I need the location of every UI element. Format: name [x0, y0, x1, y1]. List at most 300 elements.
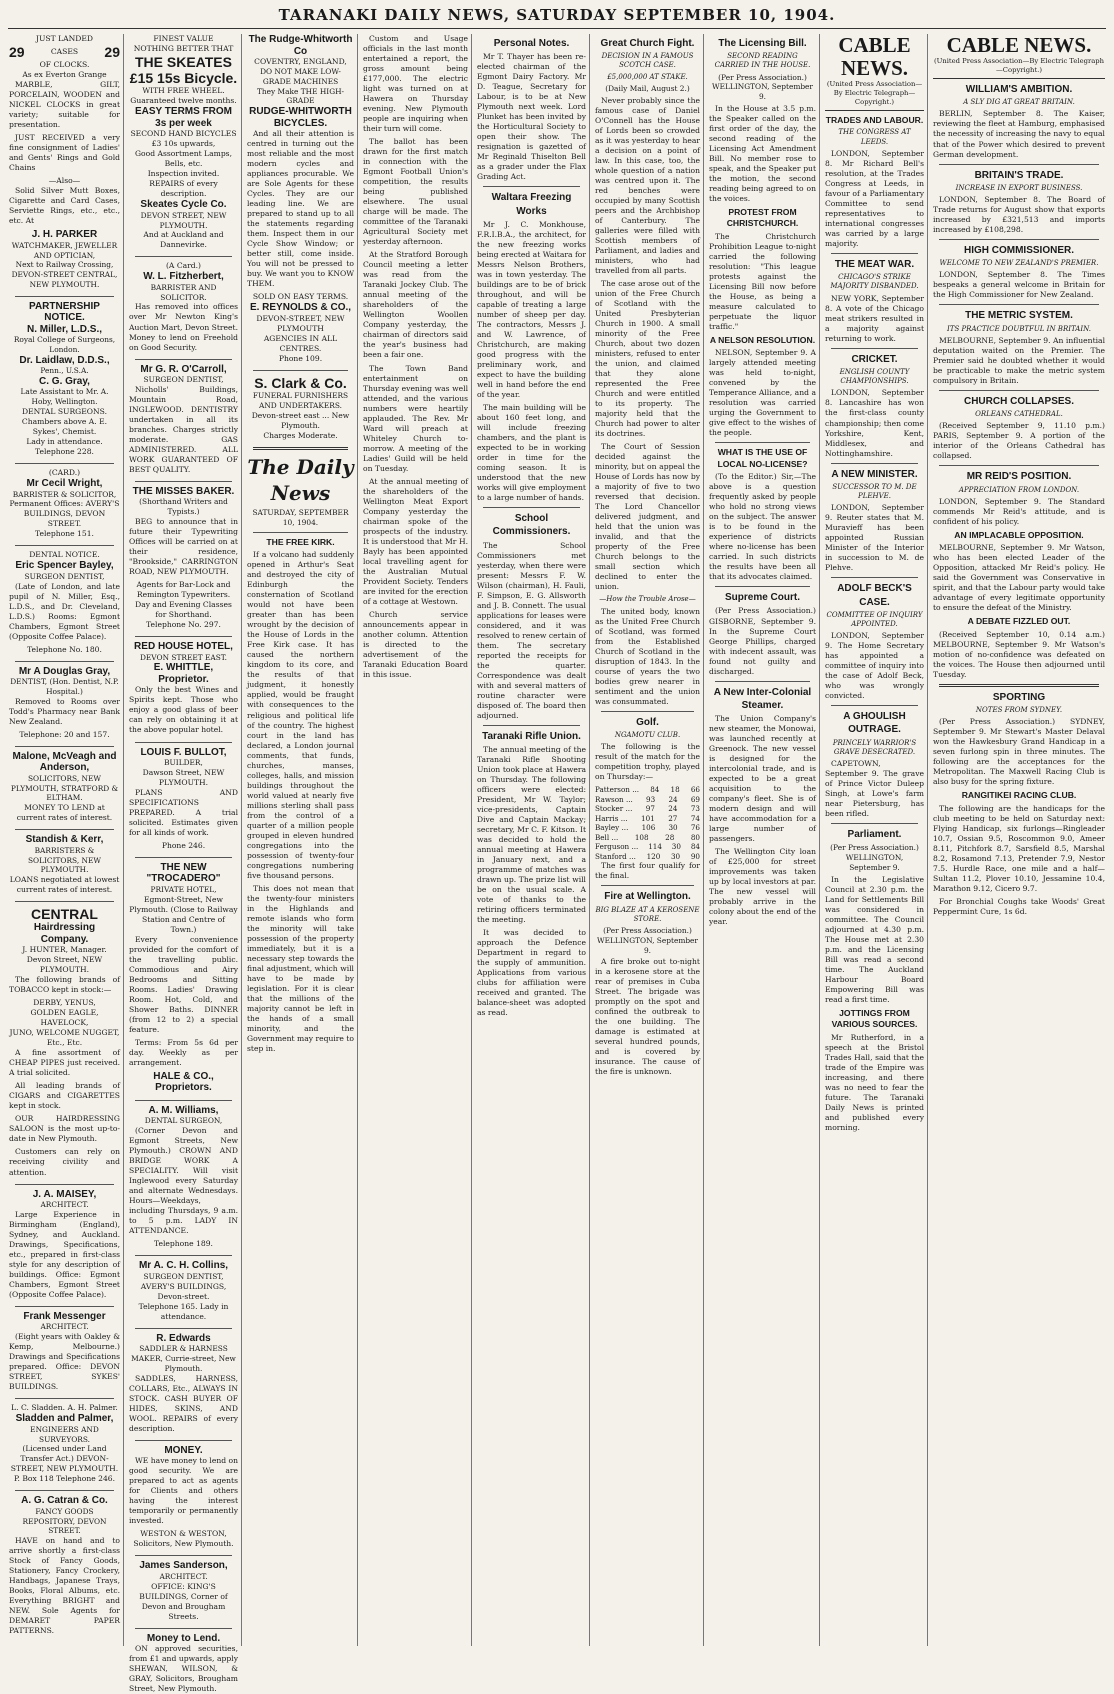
table-cell: Ferguson ...	[595, 842, 639, 852]
table-cell: 84	[650, 785, 660, 795]
ad-heading: R. Edwards	[156, 1332, 211, 1344]
article-dek: A SLY DIG AT GREAT BRITAIN.	[963, 98, 1075, 107]
ad-text: Charges Moderate.	[263, 430, 338, 440]
table-cell: 114	[648, 842, 662, 852]
ad-heading: Malone, McVeagh and Anderson,	[12, 750, 117, 774]
table-cell: Bayley ...	[595, 823, 629, 833]
ad-heading: THE MISSES BAKER.	[132, 485, 235, 497]
article-body: The first four qualify for the final.	[595, 861, 700, 881]
table-cell: 27	[668, 813, 678, 823]
ad-text: (A Card.)	[165, 261, 202, 271]
ad-body: Solid Silver Mutt Boxes, Cigarette and Card Cases, Serviette Rings, etc., etc., etc. At	[9, 186, 120, 226]
ad-subheading: PRIVATE HOTEL,	[150, 884, 217, 894]
table-row	[595, 842, 700, 852]
ad-subheading: SURGEON DENTIST,	[143, 375, 224, 385]
parker-clocks-ad	[9, 34, 120, 290]
article-body: The following is the result of the match for the competition trophy, played on Thursday:—	[595, 742, 700, 782]
williams-ad	[129, 1105, 238, 1249]
ad-heading: Mr A. C. H. Collins,	[138, 1260, 229, 1272]
ad-text: Day and Evening Classes for Shorthand.	[135, 600, 232, 620]
ad-heading: S. Clark & Co.	[254, 374, 347, 391]
ad-text: DENTAL NOTICE.	[29, 550, 100, 560]
cases-number-right: 29	[104, 44, 120, 61]
article-dateline: (Daily Mail, August 2.)	[605, 83, 690, 93]
article-dek: PRINCELY WARRIOR'S GRAVE DESECRATED.	[832, 738, 917, 756]
article-body: (To the Editor.) Sir,—The above is a question frequently asked by people who hold no strong views on the subject. The answer is to be found in the experience of districts where no-license has been carried. In such districts the results have been all that its advocates claimed.	[709, 472, 816, 582]
article-body: Custom and Usage officials in the last month entertained a report, the gross amount being £177,000. The electric light was turned on at Hawera on Thursday evening. New Plymouth people are inquiring when their turn will come.	[363, 34, 468, 134]
ad-heading: Standish & Kerr,	[25, 834, 104, 846]
table-row	[595, 814, 700, 824]
table-cell: 76	[690, 823, 700, 833]
section-heading: CABLE NEWS.	[946, 33, 1092, 57]
article-heading: A NEW MINISTER.	[831, 468, 918, 480]
article-dek: COMMITTEE OF INQUIRY APPOINTED.	[826, 610, 923, 628]
ad-subheading: Late Assistant to Mr. A. Hoby, Wellington.	[20, 387, 109, 407]
article-body: The united body, known as the United Free Church of Scotland, was formed from the Established Church of Scotland in the disruption of 1843. In the course of years the two bodies grew nearer in sentiment and the union was consummated.	[595, 606, 700, 706]
article-body: A fire broke out to-night in a kerosene store at the rear of premises in Cuba Street. The brigade was promptly on the spot and confined the outbreak to the one building. The damage is estimated at several hundred pounds, and is covered by insurance. The cause of the fire is unknown.	[595, 957, 700, 1077]
ad-text: (CARD.)	[48, 468, 81, 478]
partnership-notice-ad	[9, 301, 120, 457]
ad-body: BEG to announce that in future their Typewriting Offices will be carried on at their residence, "Brookside," CARRINGTON ROAD, NEW PLYMOUTH.	[129, 516, 238, 577]
ad-text: J. HUNTER, Manager.	[22, 945, 107, 955]
article-dek: NGAMOTU CLUB.	[614, 731, 681, 739]
column-7-news	[706, 34, 820, 1646]
fitzherbert-ad	[129, 261, 238, 352]
ad-heading: MONEY.	[164, 1444, 203, 1456]
ad-phone: Telephone 165. Lady in attendance.	[138, 1301, 229, 1321]
ad-text: —Also—	[48, 176, 81, 186]
article-subheading: AN IMPLACABLE OPPOSITION.	[954, 529, 1084, 540]
sladden-ad	[9, 1403, 120, 1484]
ad-subheading: BARRISTERS & SOLICITORS, NEW PLYMOUTH.	[27, 845, 102, 875]
ad-text: SOLD ON EASY TERMS.	[252, 292, 349, 302]
ad-subheading: ARCHITECT.	[40, 1322, 89, 1332]
article-heading: A New Inter-Colonial Steamer.	[713, 686, 812, 711]
ad-body: Nicholls' Buildings, Mountain Road, INGLEWOOD. DENTISTRY undertaken in all its branches. Charges strictly moderate. GAS ADMINISTERED. ALL WORK GUARANTEED OF BEST QUALITY.	[129, 384, 238, 474]
article-heading: Parliament.	[847, 829, 902, 841]
ad-heading: A. M. Williams,	[148, 1104, 219, 1116]
article-body: The main building will be about 160 feet long, and will include freezing chambers, and the plant is expected to be in working order in time for the coming season. It is understood that the new works will give employment to a large number of hands.	[477, 403, 586, 503]
article-body: CAPETOWN, September 9. The grave of Prince Victor Duleep Singh, at Lowe's farm near Pietersburg, has been rifled.	[825, 759, 924, 819]
table-cell: 120	[646, 851, 661, 861]
section-heading: CABLE NEWS.	[838, 33, 911, 81]
article-body: Mr Rutherford, in a speech at the Bristol Trades Hall, said that the trade of the Empire was increasing, and there was no need to fear the future. The Taranaki Daily News is printed and published every morning.	[825, 1032, 924, 1132]
edwards-ad	[129, 1333, 238, 1434]
ad-phone: Phone 109.	[278, 353, 323, 363]
article-body: BERLIN, September 8. The Kaiser, reviewing the fleet at Hamburg, emphasised the necessity of increasing the navy to equal that of the Power which desired to prevent German development.	[933, 109, 1105, 159]
ad-body: OFFICE: KING'S BUILDINGS, Corner of Devon and Brougham Streets.	[139, 1581, 228, 1621]
ad-subheading: ENGINEERS AND SURVEYORS.	[30, 1424, 99, 1444]
golf-scores-table	[595, 785, 700, 861]
ad-body: WE have money to lend on good security. We are prepared to act as agents for Clients and others having the interest temporarily or permanently invested.	[129, 1456, 238, 1526]
table-cell: 101	[641, 813, 655, 823]
ad-body: LOANS negotiated at lowest current rates of interest.	[9, 875, 120, 895]
ad-heading: Skeates Cycle Co.	[140, 199, 227, 211]
douglas-gray-ad	[9, 666, 120, 740]
bullot-ad	[129, 747, 238, 851]
malone-ad	[9, 751, 120, 823]
ad-heading: CENTRAL	[31, 906, 98, 923]
article-heading: School Commissioners.	[492, 513, 571, 538]
column-8-cable-news	[822, 34, 928, 1646]
article-body: The Union Company's new steamer, the Monowai, was launched recently at Greenock. The new vessel is designed for the intercolonial trade, and is expected to be a great acquisition to the company's fleet. She is of modern design and will have accommodation for a large number of passengers.	[709, 713, 816, 844]
table-cell: Bell ...	[595, 832, 619, 842]
ad-body: Permanent Offices: AVERY'S BUILDINGS, DEVON STREET.	[9, 499, 120, 529]
ad-phone: Telephone 228.	[35, 447, 94, 457]
masthead-rule	[8, 28, 1106, 29]
article-heading: Fire at Wellington.	[604, 891, 691, 903]
article-body: The Wellington City loan of £25,000 for street improvements was taken up by local investors at par. The new vessel will probably arrive in the colony about the end of the year.	[709, 847, 816, 927]
ad-text: SECOND HAND BICYCLES £3 10s upwards,	[130, 129, 237, 149]
ad-subheading: FANCY GOODS REPOSITORY, DEVON STREET.	[22, 1506, 107, 1536]
ad-heading: E. WHITTLE, Proprietor.	[153, 662, 214, 685]
ad-subheading: BARRISTER AND SOLICITOR.	[150, 282, 217, 302]
editorial-heading: THE FREE KIRK.	[266, 536, 335, 547]
article-dek: SECOND READING CARRIED IN THE HOUSE.	[714, 52, 811, 70]
table-cell: 66	[690, 785, 700, 795]
ad-text: REPAIRS of every description.	[149, 179, 218, 199]
article-body: Mr T. Thayer has been re-elected chairman of the Egmont Dairy Factory. Mr D. Teague, Secretary for Labour, is to be at New Plymouth next week. Lord Plunket has been invited by the Horticultural Society to open their show. The resignation is gazetted of Mr Reginald Thiselton Bell as a grader under the Flax Grading Act.	[477, 52, 586, 182]
column-4-news	[360, 34, 472, 1646]
article-subheading: RANGITIKEI RACING CLUB.	[961, 790, 1077, 801]
ad-subheading: WATCHMAKER, JEWELLER AND OPTICIAN,	[11, 240, 118, 260]
section-subheading: (United Press Association—By Electric Telegraph—Copyright.)	[825, 80, 924, 111]
table-row	[595, 833, 700, 843]
article-dek: DECISION IN A FAMOUS SCOTCH CASE.	[601, 52, 694, 70]
sanderson-ad	[129, 1560, 238, 1621]
table-cell: 84	[690, 842, 700, 852]
ad-body: AVERY'S BUILDINGS, Devon-street.	[140, 1281, 227, 1301]
table-row	[595, 795, 700, 805]
ocarroll-ad	[129, 364, 238, 475]
table-cell: 97	[645, 804, 655, 814]
table-row	[595, 852, 700, 862]
ad-text: As ex Everton Grange	[22, 70, 107, 80]
ad-name: Dr. Laidlaw, D.D.S.,	[19, 354, 110, 366]
ad-subheading: SURGEON DENTIST,	[24, 571, 105, 581]
ad-body: PLANS AND SPECIFICATIONS PREPARED. A trial solicited. Estimates given for all kinds of work.	[129, 787, 238, 837]
ad-body: Large Experience in Birmingham (England), Sydney, and Auckland. Drawings, Specifications, etc., prepared in first-class style for any description of buildings. Office: Egmont Chambers, Egmont Street (Opposite Coffee Palace).	[9, 1209, 120, 1299]
ad-address: DEVON STREET EAST.	[139, 652, 227, 662]
ad-text: And at Auckland and Dannevirke.	[143, 230, 224, 250]
ad-address: Next to Railway Crossing, DEVON-STREET CENTRAL, NEW PLYMOUTH.	[11, 260, 118, 289]
article-dek: INCREASE IN EXPORT BUSINESS.	[955, 183, 1083, 192]
table-cell: Patterson ...	[595, 785, 640, 795]
ad-phone: P. Box 118 Telephone 246.	[13, 1474, 116, 1484]
ad-subheading: SADDLER & HARNESS MAKER, Currie-street, New Plymouth.	[131, 1344, 236, 1373]
article-body: The Court of Session decided against the minority, but on appeal the House of Lords has now by a majority of five to two reversed that decision. The Lord Chancellor delivered judgment, and held that the union was invalid, and that the property of the Free Church belongs to the small section which declined to enter the union.	[595, 442, 700, 592]
ad-heading: Eric Spencer Bayley,	[15, 560, 114, 572]
tobacco-brand: GOLDEN EAGLE,	[30, 1008, 99, 1018]
cases-number-left: 29	[9, 44, 25, 61]
ad-phone: Telephone No. 297.	[146, 620, 221, 630]
wright-ad	[9, 468, 120, 539]
ad-subheading: BUILDER,	[164, 758, 203, 767]
article-body: LONDON, September 9. The Home Secretary has appointed a committee of inquiry into the case of Adolf Beck, who was wrongly convicted.	[825, 631, 924, 701]
ad-phone: Phone 246.	[161, 840, 206, 850]
table-cell: 108	[634, 832, 649, 842]
ad-text: NOTHING BETTER THAT	[133, 44, 234, 54]
article-heading: Great Church Fight.	[600, 38, 695, 49]
ad-heading: THE SKEATES	[135, 54, 232, 71]
masthead: TARANAKI DAILY NEWS, SATURDAY SEPTEMBER 10, 1904.	[278, 6, 836, 24]
table-row	[595, 804, 700, 814]
ad-address: Devon Street, NEW PLYMOUTH.	[26, 955, 103, 975]
article-body: LONDON, September 8. The Board of Trade returns for August show that exports increased by £321,513 and imports increased by £108,298.	[933, 194, 1105, 234]
ad-text: Chambers above A. E. Sykes', Chemist.	[21, 417, 108, 437]
ad-heading: PARTNERSHIP NOTICE.	[29, 300, 100, 324]
ad-subheading: SOLICITORS, NEW PLYMOUTH, STRATFORD & ELTHAM.	[10, 773, 119, 803]
section-heading: SPORTING	[992, 691, 1046, 703]
article-dateline: (Per Press Association.) WELLINGTON, September 9.	[830, 843, 919, 872]
ad-body: ON approved securities, from £1 and upwards, apply SHEWAN, WILSON, & GRAY, Solicitors, Brougham Street, New Plymouth.	[129, 1644, 238, 1694]
table-cell: 30	[671, 842, 681, 852]
ad-heading: A. G. Catran & Co.	[21, 1495, 108, 1507]
ad-subheading: FUNERAL FURNISHERS AND UNDERTAKERS.	[252, 391, 349, 410]
ad-body: (Corner Devon and Egmont Streets, New Plymouth.) CROWN AND BRIDGE WORK A SPECIALITY. Will visit Inglewood every Saturday and alternate Wednesdays. Hours—Weekdays, including Thursdays, 9 a.m. to 5 p.m. LADY IN ATTENDANCE.	[129, 1126, 238, 1236]
cases-label: CASES	[50, 47, 79, 57]
ad-subheading: BARRISTER & SOLICITOR,	[12, 489, 117, 499]
tobacco-brand: JUNO, WELCOME NUGGET, Etc., Etc.	[9, 1028, 120, 1048]
article-dek: CHICAGO'S STRIKE MAJORITY DISBANDED.	[830, 273, 919, 291]
article-dek: THE CONGRESS AT LEEDS.	[838, 128, 911, 146]
ad-text: OF CLOCKS.	[39, 60, 90, 70]
ad-subheading: SURGEON DENTIST,	[143, 1271, 224, 1281]
article-heading: TRADES AND LABOUR.	[825, 115, 924, 126]
article-body: The Town Band entertainment on Thursday evening was well attended, and the various numbers were heartily applauded. The Rev. Mr Ward will preach at Whiteley Church to-morrow. A meeting of the Ladies' Guild will be held on Tuesday.	[363, 363, 468, 473]
table-cell: 106	[641, 823, 656, 833]
ad-text: Guaranteed twelve months.	[130, 96, 237, 106]
ad-text: FINEST VALUE	[153, 34, 214, 43]
ad-heading: Hairdressing Company.	[33, 922, 96, 945]
article-body: LONDON, September 8. Mr Richard Bell's resolution, at the Trades Congress at Leeds, in favour of a Parliamentary Committee to send representatives to international congresses was carried by a large majority.	[825, 148, 924, 249]
skeates-ad	[129, 34, 238, 250]
article-heading: CHURCH COLLAPSES.	[963, 395, 1074, 407]
ad-body: (Eight years with Oakley & Kemp, Melbourne.) Drawings and Specifications prepared. Office: DEVON STREET, SYKES' BUILDINGS.	[9, 1332, 120, 1392]
ad-text: DENTAL SURGEONS.	[21, 407, 107, 417]
ad-heading: W. L. Fitzherbert,	[143, 271, 224, 283]
ad-name: C. G. Gray,	[39, 375, 90, 387]
article-body: (Per Press Association.) GISBORNE, September 9. In the Supreme Court George Phillips, charged with indecent assault, was found not guilty and discharged.	[709, 606, 816, 676]
column-5-news	[474, 34, 590, 1646]
ad-heading: HALE & CO., Proprietors.	[153, 1070, 214, 1094]
table-cell: 69	[690, 794, 700, 804]
ad-body: (Licensed under Land Transfer Act.) DEVON-STREET, NEW PLYMOUTH.	[10, 1444, 119, 1474]
article-body: MELBOURNE, September 9. Mr Watson, who has been elected Leader of the Opposition, attacked Mr Reid's policy. He said the Government was Conservative in spirit, and that the Labour party would take advantage of every legitimate opportunity to ensure the defeat of the Ministry.	[933, 543, 1105, 613]
table-cell: 74	[690, 813, 700, 823]
article-subheading: —How the Trouble Arose—	[599, 595, 696, 604]
ad-text: Agents for Bar-Lock and Remington Typewriters.	[136, 580, 231, 600]
ad-phone: Telephone No. 180.	[27, 644, 102, 654]
catran-ad	[9, 1495, 120, 1636]
ad-subheading: ARCHITECT.	[40, 1200, 89, 1210]
ad-subheading: DENTIST, (Hon. Dentist, N.P. Hospital.)	[10, 677, 119, 697]
red-house-hotel-ad	[129, 641, 238, 735]
ad-text: DO NOT MAKE LOW-GRADE MACHINES	[260, 67, 341, 86]
ad-heading: THE NEW "TROCADERO"	[146, 861, 221, 885]
ad-body: The following brands of TOBACCO kept in stock:—	[9, 975, 120, 995]
editorial-body: This does not mean that the twenty-four ministers in the Highlands and remote islands who form the minority will take possession of the property immediately, but it is a necessary step towards the final adjustment, which will have to be made by legislation. For it is clear that the millions of the majority cannot be left in the hands of a small minority, and the Government may require to step in.	[247, 883, 354, 1054]
article-body: Never probably since the famous case of Daniel O'Connell has the House of Lords been so crowded as it was yesterday to hear a decision on a point of law. In this case, too, the whole question of a nation was centred upon it. The red benches were occupied by many Scottish peers and the Archbishop of Canterbury. The galleries were filled with Scottish members of Parliament, and ladies and ministers, who had travelled from all parts.	[595, 95, 700, 275]
ad-body: OUR HAIRDRESSING SALOON is the most up-to-date in New Plymouth.	[9, 1114, 120, 1144]
article-dek: ITS PRACTICE DOUBTFUL IN BRITAIN.	[947, 324, 1091, 333]
table-cell: Stocker ...	[595, 804, 633, 814]
ad-heading: Frank Messenger	[23, 1310, 106, 1322]
tobacco-brand: DERBY, YENUS,	[33, 998, 96, 1008]
article-dek: BIG BLAZE AT A KEROSENE STORE.	[595, 905, 700, 923]
article-dateline: (Per Press Association.) WELLINGTON, September 9.	[597, 925, 698, 955]
ad-heading: J. H. PARKER	[31, 229, 98, 241]
ad-address: Devon-street east ... New Plymouth.	[251, 410, 350, 430]
ad-subheading: Royal College of Surgeons, London.	[13, 335, 116, 354]
article-body: Church service announcements appear in another column. Attention is directed to the advertisement of the Taranaki Education Board in this issue.	[363, 609, 468, 679]
article-body: The ballot has been drawn for the first match in connection with the Egmont Football Union's competition, the results being published elsewhere. The usual charge will be made. The committee of the Taranaki Agricultural Society met yesterday afternoon.	[363, 137, 468, 247]
article-heading: WHAT IS THE USE OF LOCAL NO-LICENSE?	[717, 447, 808, 469]
article-body: The annual meeting of the Taranaki Rifle Shooting Union took place at Hawera on Thursday. The following officers were elected: President, Mr W. Taylor; vice-presidents, Captain Dive and Captain Mackay; secretary, Mr C. F. Kitson. It was decided to hold the annual meeting at Hawera in January next, and a programme of matches was drawn up. The prize list will be on the usual scale. A vote of thanks to the retiring officers terminated the meeting.	[477, 745, 586, 925]
ad-body: A fine assortment of CHEAP PIPES just received. A trial solicited.	[9, 1048, 120, 1078]
article-body: (Per Press Association.) SYDNEY, September 9. Mr Stewart's Master Delaval won the Hawkesbury Grand Handicap in a seven furlong spin in three minutes. The following are the acceptances for the Metropolitan. The Maxwell Racing Club is also busy for the spring fixture.	[933, 717, 1105, 787]
article-dek: £5,000,000 AT STAKE.	[607, 72, 688, 81]
article-body: The case arose out of the union of the Free Church of Scotland with the United Presbyterian Church in 1900. A small minority of the Free Church, about two dozen ministers, refused to enter the union, and claimed that they alone represented the Free Church and were entitled to its property. The majority held that the Church had power to alter its doctrines.	[595, 278, 700, 439]
ad-text: Good Assortment Lamps, Bells, etc.	[134, 149, 232, 169]
ad-text: WESTON & WESTON, Solicitors, New Plymouth.	[133, 1529, 234, 1549]
collins-ad	[129, 1260, 238, 1321]
ad-address: DEVON STREET, NEW PLYMOUTH.	[140, 210, 227, 230]
article-body: (Received September 10, 0.14 a.m.) MELBOURNE, September 9. Mr Watson's motion of no-confidence was defeated on the voices. The House then adjourned until Tuesday.	[933, 629, 1105, 679]
table-cell: Harris ...	[595, 813, 628, 823]
money-ad	[129, 1445, 238, 1550]
article-body: The following are the handicaps for the club meeting to be held on Saturday next: Flying Handicap, six furlongs—Ringleader 10.7, Ossian 9.5, Roscommon 9.0, Ameer 8.11, Pitchfork 8.7, Sarsfield 8.5, Marshal 8.2, Rosamond 7.13, Pretender 7.9, Nestor 7.5. Hurdle Race, one mile and a half—Sultan 11.2, Plover 10.10, Jessamine 10.4, Marathon 9.12, Cicero 9.7.	[933, 803, 1105, 893]
article-heading: A GHOULISH OUTRAGE.	[843, 711, 906, 736]
article-subheading: PROTEST FROM CHRISTCHURCH.	[726, 207, 799, 229]
article-dek: ORLEANS CATHEDRAL.	[975, 410, 1063, 419]
article-heading: HIGH COMMISSIONER.	[963, 245, 1074, 257]
standish-ad	[9, 834, 120, 895]
tobacco-brand: HAVELOCK,	[40, 1018, 89, 1028]
ad-text: EASY TERMS FROM 3s per week	[134, 106, 233, 129]
trocadero-ad	[129, 862, 238, 1094]
article-body: In the House at 3.5 p.m. the Speaker called on the first order of the day, the second reading of the Licensing Act Amendment Bill. No member rose to speak, and the Speaker put the motion, the second reading being agreed to on the voices.	[709, 103, 816, 204]
article-body: (Received September 9, 11.10 p.m.) PARIS, September 9. A portion of the interior of the Orleans Cathedral has collapsed.	[933, 421, 1105, 461]
table-cell: 93	[646, 794, 656, 804]
table-cell: 24	[668, 804, 678, 814]
article-dek: ENGLISH COUNTY CHAMPIONSHIPS.	[839, 367, 910, 386]
hairdressing-ad	[9, 906, 120, 1177]
ad-subheading: Penn., U.S.A.	[40, 366, 89, 376]
ad-text: They Make THE HIGH-GRADE	[256, 86, 345, 106]
article-body: NELSON, September 9. A largely attended meeting was held to-night, convened by the Temperance Alliance, and a resolution was carried urging the Government to give effect to the wishes of the people.	[709, 348, 816, 438]
article-body: In the Legislative Council at 2.30 p.m. the Land for Settlements Bill was considered in committee. The Council adjourned at 4.30 p.m. The House met at 2.30 p.m. and the Licensing Bill was read a second time. The Auckland Harbour Board Empowering Bill was read a first time.	[825, 874, 924, 1004]
article-body: NEW YORK, September 8. A vote of the Chicago meat strikers resulted in a majority against returning to work.	[825, 293, 924, 343]
rudge-whitworth-ad	[247, 34, 354, 364]
article-heading: THE METRIC SYSTEM.	[965, 310, 1073, 322]
table-row	[595, 823, 700, 833]
article-body: LONDON, September 8. The Times bespeaks a general welcome in Britain for the High Commissioner for New Zealand.	[933, 270, 1105, 300]
ad-body: Only the best Wines and Spirits kept. Those who enjoy a good glass of beer can rely on obtaining it at the above popular hotel.	[129, 685, 238, 735]
table-cell: 30	[670, 851, 681, 861]
ad-body: Customers can rely on receiving civility and attention.	[9, 1147, 120, 1177]
article-body: At the Stratford Borough Council meeting a letter was read from the Taranaki Jockey Club. The annual meeting of the shareholders of the Wellington Woollen Company yesterday, the chairman of directors said the year's business had been a fair one.	[363, 250, 468, 360]
ad-address: DEVON-STREET, NEW PLYMOUTH	[256, 313, 345, 333]
ad-heading: RUDGE-WHITWORTH BICYCLES.	[249, 106, 352, 129]
table-cell: 30	[668, 823, 678, 833]
ad-phone: Telephone 151.	[35, 529, 94, 539]
ad-subheading: DENTAL SURGEON,	[144, 1116, 223, 1126]
article-body: At the annual meeting of the shareholders of the Wellington Meat Export Company yesterday the chairman spoke of the prospects of the industry. It is understood that Mr H. Bayly has been appointed local travelling agent for the Australian Mutual Provident Society. Tenders are invited for the erection of a cottage at Westown.	[363, 476, 468, 606]
ad-heading: Sladden and Palmer,	[15, 1413, 114, 1425]
table-row	[595, 785, 700, 795]
article-heading: Personal Notes.	[493, 38, 570, 49]
article-body: The Christchurch Prohibition League to-night carried the following resolution: "This league protests against the Licensing Bill now before the House, as being a measure calculated to perpetuate the liquor traffic."	[709, 231, 816, 331]
column-2-advertisements	[126, 34, 242, 1694]
article-heading: BRITAIN'S TRADE.	[974, 169, 1064, 181]
article-body: Mr J. C. Monkhouse, F.R.I.B.A., the architect, for the new freezing works being erected at Waitara for Messrs Nelson Brothers, was in town yesterday. The buildings are to be of brick throughout, and will be capable of treating a large number of sheep per day. The contractors, Messrs J. and W. Lawrence, of Christchurch, are making good progress with the preliminary work, and expect to have the building well in hand before the end of the year.	[477, 219, 586, 400]
article-body: MELBOURNE, September 9. An influential deputation waited on the Premier. The Premier said he doubted whether it would be practicable to make the metric system compulsory in Britain.	[933, 335, 1105, 385]
article-subheading: A NELSON RESOLUTION.	[709, 334, 816, 345]
article-subheading: JOTTINGS FROM VARIOUS SOURCES.	[831, 1007, 918, 1030]
ad-body: (Late of London, and late pupil of N. Miller, Esq., L.D.S., and Dr. Cleveland, L.D.S.) Rooms: Egmont Chambers, Egmont Street (Opposite Coffee Palace).	[9, 581, 120, 641]
article-body: It was decided to approach the Defence Department in regard to the supply of ammunition. Applications from various clubs for affiliation were received and granted. The balance-sheet was adopted as read.	[477, 928, 586, 1018]
ad-body: SADDLES, HARNESS, COLLARS, Etc., ALWAYS IN STOCK. CASH BUYER OF HIDES, SKINS, AND WOOL. REPAIRS of every description.	[129, 1373, 238, 1433]
article-dateline: (Per Press Association.) WELLINGTON, September 9.	[712, 72, 813, 102]
messenger-ad	[9, 1311, 120, 1392]
column-3	[244, 34, 358, 1646]
ad-address: COVENTRY, ENGLAND,	[254, 57, 347, 66]
ad-heading: James Sanderson,	[139, 1560, 228, 1572]
table-cell: Stanford ...	[595, 851, 636, 861]
misses-baker-ad	[129, 486, 238, 630]
table-cell: 28	[665, 832, 675, 842]
article-heading: THE MEAT WAR.	[834, 259, 915, 271]
article-heading: Golf.	[636, 716, 659, 728]
article-dek: SUCCESSOR TO M. DE PLEHVE.	[832, 482, 917, 500]
ad-text: L. C. Sladden. A. H. Palmer.	[11, 1403, 118, 1413]
article-body: For Bronchial Coughs take Woods' Great Peppermint Cure, 1s 6d.	[933, 896, 1105, 916]
ad-heading: J. A. MAISEY,	[32, 1188, 97, 1200]
ad-kicker: JUST LANDED	[35, 34, 94, 43]
article-dek: APPRECIATION FROM LONDON.	[958, 485, 1080, 494]
article-heading: Supreme Court.	[724, 592, 800, 604]
editorial-body: If a volcano had suddenly opened in Arthur's Seat and destroyed the city of Edinburgh the consternation of Scotland would not have been greater than has been wrought by the decision of the House of Lords in the Free Kirk case. It has caused the northern kingdom to its core, and the results of that judgment, it honestly applied, would be fraught with consequences to the religious and political life of the country. The highest court in the land has declared, a London journal comments, that funds, churches, manses, colleges, halls, and mission buildings throughout the world valued at nearly five millions sterling shall pass from the control of a quarter of a million people grouped in eleven hundred congregations into the possession of twenty-four congregations numbering five thousand persons.	[247, 550, 354, 880]
ad-body: Removed to Rooms over Todd's Pharmacy near Bank New Zealand.	[9, 696, 120, 726]
column-6-news	[592, 34, 704, 1646]
bayley-ad	[9, 550, 120, 654]
editorial-date: SATURDAY, SEPTEMBER 10, 1904.	[252, 508, 349, 528]
ad-body: Has removed into offices over Mr Newton King's Auction Mart, Devon Street. Money to lend on Freehold on Good Security.	[129, 302, 238, 352]
column-1-advertisements	[6, 34, 124, 1646]
ad-heading: Mr Cecil Wright,	[26, 478, 103, 490]
ad-heading: E. REYNOLDS & CO.,	[249, 302, 352, 314]
table-cell: Rawson ...	[595, 794, 633, 804]
ad-body: MONEY TO LEND at current rates of interest.	[16, 803, 113, 823]
ad-heading: Mr G. R. O'Carroll,	[140, 363, 227, 375]
ad-text: AGENCIES IN ALL CENTRES.	[263, 333, 338, 353]
ad-text: Lady in attendance.	[26, 437, 103, 447]
article-dek: WELCOME TO NEW ZEALAND'S PREMIER.	[939, 259, 1099, 268]
ad-body: MARBLE, GILT, PORCELAIN, WOODEN and NICKEL CLOCKS in great variety; suitable for presentation.	[9, 80, 120, 130]
article-body: LONDON, September 9. The Standard commends Mr Reid's attitude, and is confident of his policy.	[933, 496, 1105, 526]
section-subheading: (United Press Association—By Electric Telegraph—Copyright.)	[933, 57, 1105, 79]
ad-phone: Telephone 189.	[154, 1239, 213, 1249]
article-heading: MR REID'S POSITION.	[966, 471, 1072, 483]
ad-heading: LOUIS F. BULLOT,	[140, 746, 227, 758]
ad-body: Every convenience provided for the comfort of the travelling public. Commodious and Airy Bedrooms and Sitting Rooms. Ladies' Drawing Room. Hot, Cold, and Shower Baths. DINNER (from 12 to 2) a special feature.	[129, 934, 238, 1034]
ad-address: Egmont-Street, New Plymouth. (Close to Railway Station and Centre of Town.)	[129, 894, 238, 934]
ad-body: JUST RECEIVED a very fine consignment of Ladies' and Gents' Rings and Gold Chains	[9, 133, 120, 173]
article-body: LONDON, September 8. Lancashire has won the first-class county championship; then come Yorkshire, Kent, Middlesex, and Nottinghamshire.	[825, 388, 924, 458]
article-body: LONDON, September 9. Reuter states that M. Muravieff has been appointed Russian Minister of the Interior in succession to M. de Plehve.	[825, 503, 924, 573]
article-heading: Taranaki Rifle Union.	[482, 730, 581, 742]
